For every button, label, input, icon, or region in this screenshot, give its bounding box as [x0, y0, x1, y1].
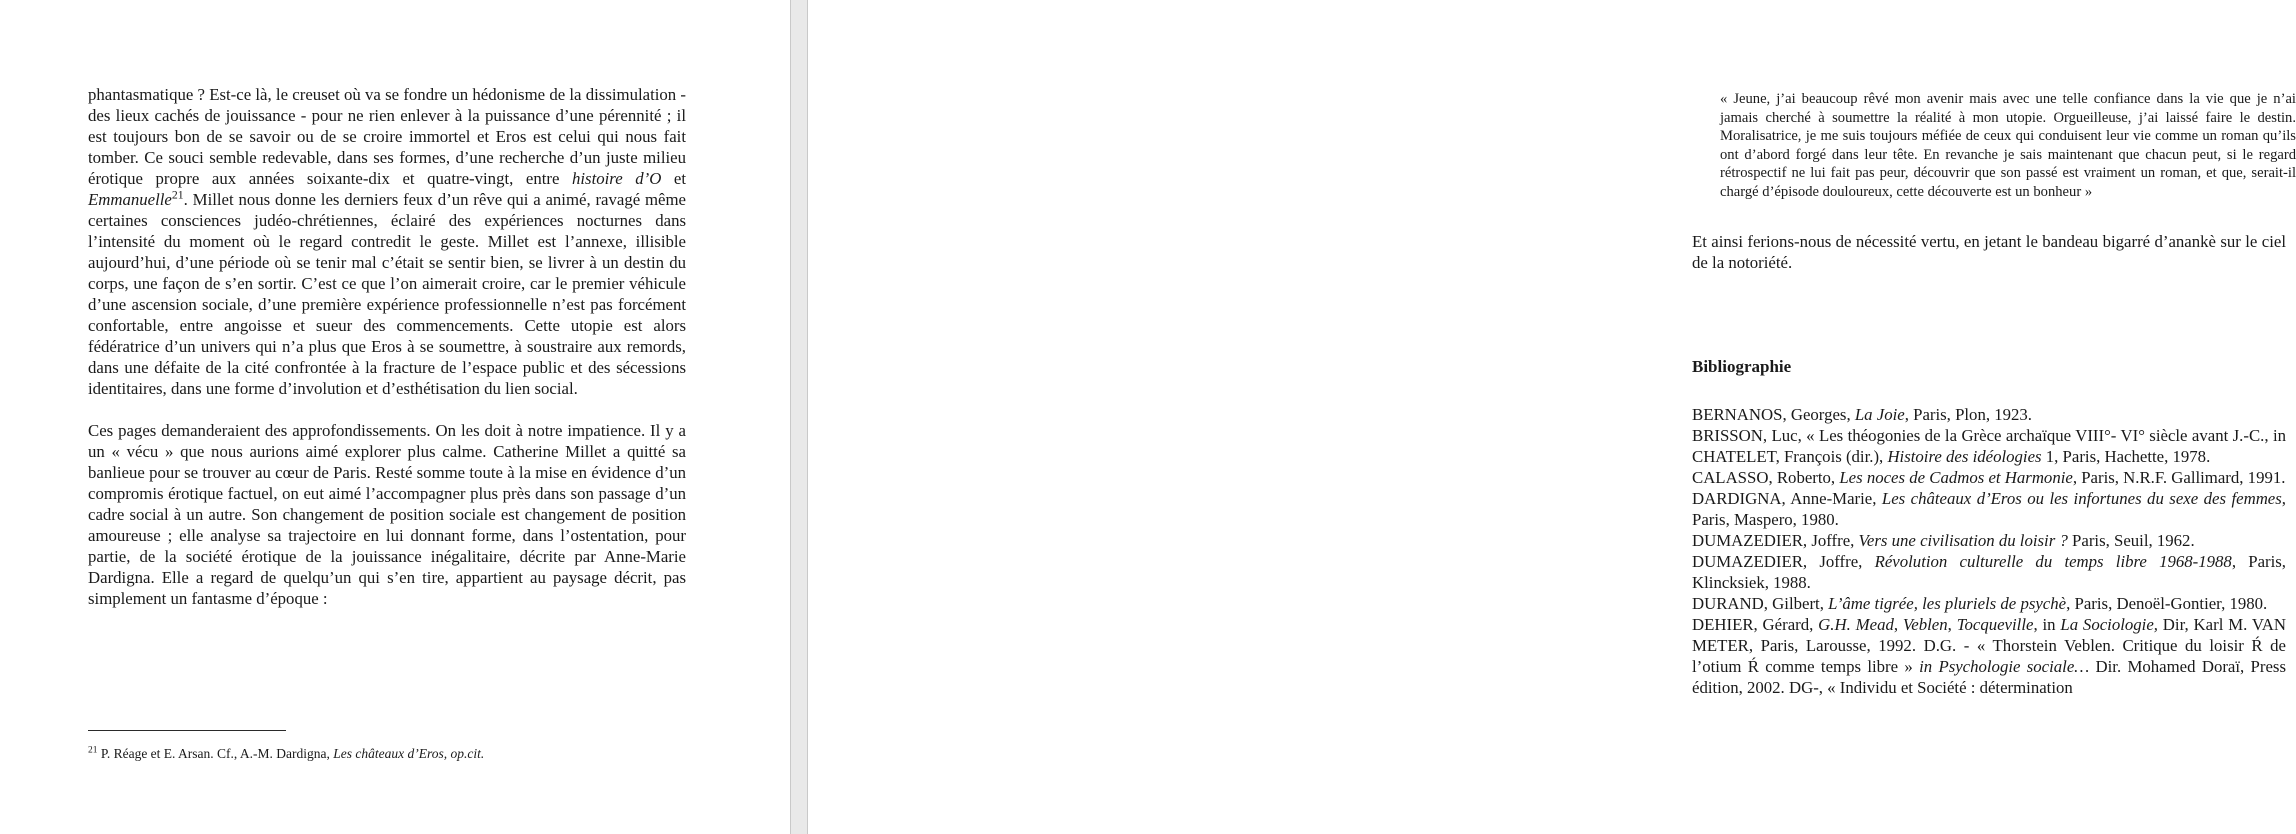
bibliography-entry: DARDIGNA, Anne-Marie, Les châteaux d’Eros ou les infortunes du sexe des femmes, Paris, Maspero, 1980. — [1692, 489, 2286, 529]
bibliography-entry: DUMAZEDIER, Joffre, Vers une civilisation du loisir ? Paris, Seuil, 1962. — [1692, 531, 2195, 550]
left-page — [0, 0, 790, 834]
bibliography-heading: Bibliographie — [1692, 357, 1792, 376]
bibliography-entry: CALASSO, Roberto, Les noces de Cadmos et Harmonie, Paris, N.R.F. Gallimard, 1991. — [1692, 468, 2286, 487]
bibliography-entry: DURAND, Gilbert, L’âme tigrée, les pluriels de psychè, Paris, Denoël-Gontier, 1980. — [1692, 594, 2268, 613]
bibliography-entry: BRISSON, Luc, « Les théogonies de la Grèce archaïque VIII°- VI° siècle avant J.-C., in CHATELET, François (dir.), Histoire des idéologies 1, Paris, Hachette, 1978. — [1692, 426, 2286, 466]
right-page-text-column — [1692, 84, 2296, 698]
footnote: $^{21}$ P. Réage et E. Arsan. Cf., A.-M. Dardigna, Les châteaux d’Eros, op.cit. — [88, 745, 485, 761]
page-gap-divider — [790, 0, 808, 834]
footnote-separator-rule — [88, 730, 286, 731]
paragraph: phantasmatique ? Est-ce là, le creuset où va se fondre un hédonisme de la dissimulation - des lieux cachés de jouissance - pour ne rien enlever à la puissance d’une pérennité ; il est toujours bon de se savoir ou de se croire immortel et Eros est celui qui nous fait tomber. Ce souci semble redevable, dans ses formes, d’une recherche d’un juste milieu érotique propre aux années soixante-dix et quatre-vingt, entre histoire d’O et Emmanuelle$^{21}$. Millet nous donne les derniers feux d’un rêve qui a animé, ravagé même certaines consciences judéo-chrétiennes, éclairé des expériences nocturnes dans l’intensité du moment où le regard contredit le geste. Millet est l’annexe, illisible aujourd’hui, d’une période où se tenir mal c’était se sentir bien, se livrer à un destin du corps, une façon de s’en sortir. C’est ce que l’on aimerait croire, car le premier véhicule d’une ascension sociale, d’une première expérience professionnelle n’est pas forcément confortable, entre angoisse et sueur des commencements. Cette utopie est alors fédératrice d’un univers qui n’a plus que Eros à se soumettre, à soustraire aux remords, dans une défaite de la cité confrontée à la fracture de l’espace public et des sécessions identitaires, dans une forme d’involution et d’esthétisation du lien social. — [88, 85, 687, 398]
bibliography-entry: DEHIER, Gérard, G.H. Mead, Veblen, Tocqueville, in La Sociologie, Dir, Karl M. VAN METER, Paris, Larousse, 1992. D.G. - « Thorstein Veblen. Critique du loisir Ŕ de l’otium Ŕ comme temps libre » in Psychologie sociale… Dir. Mohamed Doraï, Press édition, 2002. DG-, « Individu et Société : détermination — [1692, 615, 2287, 697]
footnote-block — [88, 730, 686, 775]
bibliography-list — [1692, 404, 2286, 698]
paragraph: Ces pages demanderaient des approfondissements. On les doit à notre impatience. Il y a un « vécu » que nous aurions aimé explorer plus calme. Catherine Millet a quitté sa banlieue pour se trouver au cœur de Paris. Resté somme toute à la mise en évidence d’un compromis érotique factuel, on eut aimé l’accompagner plus près dans son passage d’un cadre social à un autre. Son changement de position sociale est changement de position amoureuse ; elle analyse sa trajectoire en lui donnant forme, dans l’ostentation, pour partie, de la société érotique de la jouissance inégalitaire, décrite par Anne-Marie Dardigna. Elle a regard de quelqu’un qui s’en tire, appartient au paysage décrit, pas simplement un fantasme d’époque : — [88, 421, 686, 608]
left-page-text-column — [88, 84, 686, 630]
paragraph: Et ainsi ferions-nous de nécessité vertu, en jetant le bandeau bigarré d’anankè sur le ciel de la notoriété. — [1692, 232, 2286, 272]
right-page — [808, 0, 2296, 834]
bibliography-entry: DUMAZEDIER, Joffre, Révolution culturelle du temps libre 1968-1988, Paris, Klincksiek, 1988. — [1692, 552, 2287, 592]
bibliography-entry: BERNANOS, Georges, La Joie, Paris, Plon, 1923. — [1692, 405, 2032, 424]
block-quote: « Jeune, j’ai beaucoup rêvé mon avenir mais avec une telle confiance dans la vie que je n’ai jamais cherché à soumettre la réalité à mon utopie. Orgueilleuse, j’ai laissé faire le destin. Moralisatrice, je me suis toujours méfiée de ceux qui conduisent leur vie comme un roman qu’ils ont d’abord forgé dans leur tête. En revanche je sais maintenant que chacun peut, si le regard rétrospectif ne lui fait pas peur, découvrir que son passé est vraiment un roman, et que, serait-il chargé d’épisode douloureux, cette découverte est un bonheur » — [1720, 91, 2296, 200]
